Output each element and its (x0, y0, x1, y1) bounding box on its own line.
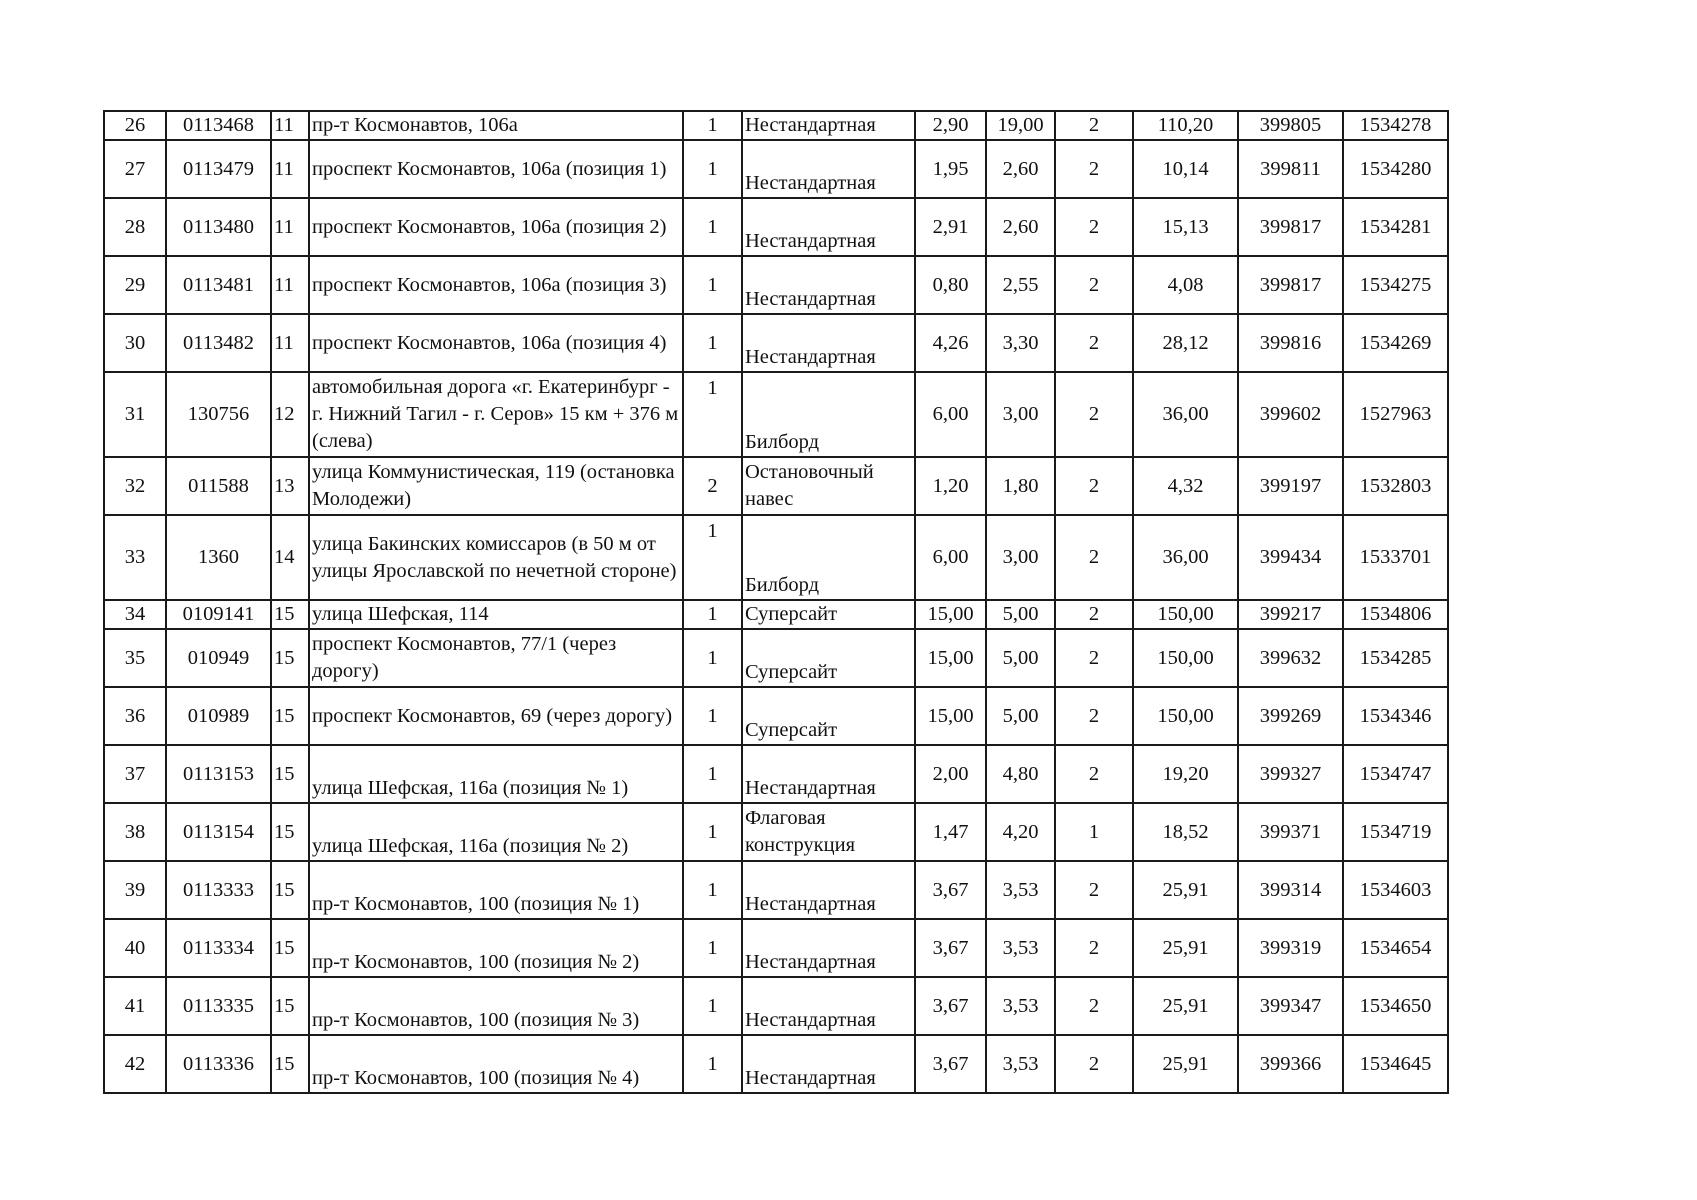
table-row (104, 803, 1448, 861)
address-cell: пр-т Космонавтов, 100 (позиция № 4) (309, 1035, 683, 1093)
coord-x: 399371 (1238, 803, 1343, 861)
structure-type: Билборд (742, 372, 915, 457)
coord-y: 1534278 (1343, 111, 1448, 140)
zone-number: 15 (271, 629, 309, 687)
area-value: 19,20 (1133, 745, 1238, 803)
height-value: 5,00 (986, 629, 1055, 687)
sides-count: 1 (683, 600, 742, 629)
sides-count: 1 (683, 111, 742, 140)
height-value: 2,60 (986, 198, 1055, 256)
faces-count: 2 (1055, 314, 1133, 372)
sides-count: 1 (683, 198, 742, 256)
coord-y: 1534806 (1343, 600, 1448, 629)
width-value: 0,80 (915, 256, 986, 314)
structure-code: 0113336 (166, 1035, 271, 1093)
sides-count: 1 (683, 861, 742, 919)
address-cell: проспект Космонавтов, 77/1 (через дорогу) (309, 629, 683, 687)
structure-type: Нестандартная (742, 1035, 915, 1093)
address-cell: проспект Космонавтов, 106а (позиция 4) (309, 314, 683, 372)
sides-count: 1 (683, 687, 742, 745)
width-value: 3,67 (915, 1035, 986, 1093)
faces-count: 2 (1055, 919, 1133, 977)
faces-count: 2 (1055, 372, 1133, 457)
coord-x: 399805 (1238, 111, 1343, 140)
structure-code: 1360 (166, 515, 271, 600)
table-row (104, 1035, 1448, 1093)
faces-count: 2 (1055, 1035, 1133, 1093)
row-number: 36 (104, 687, 166, 745)
width-value: 1,20 (915, 457, 986, 515)
zone-number: 15 (271, 977, 309, 1035)
row-number: 39 (104, 861, 166, 919)
zone-number: 12 (271, 372, 309, 457)
table-row (104, 600, 1448, 629)
area-value: 25,91 (1133, 977, 1238, 1035)
height-value: 3,53 (986, 919, 1055, 977)
width-value: 1,95 (915, 140, 986, 198)
row-number: 34 (104, 600, 166, 629)
structure-code: 0113154 (166, 803, 271, 861)
height-value: 3,30 (986, 314, 1055, 372)
faces-count: 2 (1055, 977, 1133, 1035)
faces-count: 2 (1055, 515, 1133, 600)
sides-count: 1 (683, 745, 742, 803)
structure-code: 0113481 (166, 256, 271, 314)
faces-count: 2 (1055, 687, 1133, 745)
sides-count: 1 (683, 372, 742, 457)
structure-type: Суперсайт (742, 687, 915, 745)
width-value: 3,67 (915, 919, 986, 977)
zone-number: 15 (271, 919, 309, 977)
structure-type: Флаговая конструкция (742, 803, 915, 861)
structure-code: 0113480 (166, 198, 271, 256)
table-row (104, 977, 1448, 1035)
sides-count: 1 (683, 515, 742, 600)
coord-y: 1534654 (1343, 919, 1448, 977)
faces-count: 2 (1055, 198, 1133, 256)
area-value: 25,91 (1133, 919, 1238, 977)
coord-y: 1527963 (1343, 372, 1448, 457)
row-number: 26 (104, 111, 166, 140)
width-value: 6,00 (915, 372, 986, 457)
area-value: 18,52 (1133, 803, 1238, 861)
address-cell: проспект Космонавтов, 106а (позиция 1) (309, 140, 683, 198)
structure-code: 010949 (166, 629, 271, 687)
height-value: 3,00 (986, 515, 1055, 600)
faces-count: 2 (1055, 111, 1133, 140)
width-value: 4,26 (915, 314, 986, 372)
address-cell: пр-т Космонавтов, 100 (позиция № 3) (309, 977, 683, 1035)
address-cell: проспект Космонавтов, 106а (позиция 2) (309, 198, 683, 256)
table-row (104, 314, 1448, 372)
sides-count: 1 (683, 1035, 742, 1093)
zone-number: 15 (271, 1035, 309, 1093)
faces-count: 2 (1055, 140, 1133, 198)
table-row (104, 111, 1448, 140)
table-row (104, 745, 1448, 803)
table-row (104, 687, 1448, 745)
coord-y: 1534645 (1343, 1035, 1448, 1093)
area-value: 36,00 (1133, 515, 1238, 600)
coord-x: 399816 (1238, 314, 1343, 372)
coord-x: 399434 (1238, 515, 1343, 600)
structure-code: 0113153 (166, 745, 271, 803)
coord-y: 1534280 (1343, 140, 1448, 198)
structure-code: 0113468 (166, 111, 271, 140)
table-row (104, 457, 1448, 515)
sides-count: 1 (683, 629, 742, 687)
height-value: 4,80 (986, 745, 1055, 803)
row-number: 30 (104, 314, 166, 372)
sides-count: 1 (683, 977, 742, 1035)
area-value: 110,20 (1133, 111, 1238, 140)
coord-y: 1534650 (1343, 977, 1448, 1035)
row-number: 35 (104, 629, 166, 687)
structure-type: Нестандартная (742, 198, 915, 256)
coord-x: 399269 (1238, 687, 1343, 745)
row-number: 42 (104, 1035, 166, 1093)
zone-number: 11 (271, 314, 309, 372)
coord-x: 399314 (1238, 861, 1343, 919)
width-value: 2,91 (915, 198, 986, 256)
row-number: 31 (104, 372, 166, 457)
coord-x: 399197 (1238, 457, 1343, 515)
zone-number: 13 (271, 457, 309, 515)
sides-count: 1 (683, 803, 742, 861)
row-number: 38 (104, 803, 166, 861)
sides-count: 1 (683, 256, 742, 314)
sides-count: 1 (683, 314, 742, 372)
height-value: 4,20 (986, 803, 1055, 861)
address-cell: пр-т Космонавтов, 106а (309, 111, 683, 140)
zone-number: 14 (271, 515, 309, 600)
height-value: 5,00 (986, 600, 1055, 629)
table-row (104, 140, 1448, 198)
zone-number: 15 (271, 745, 309, 803)
coord-y: 1534285 (1343, 629, 1448, 687)
height-value: 3,53 (986, 977, 1055, 1035)
width-value: 15,00 (915, 600, 986, 629)
area-value: 150,00 (1133, 600, 1238, 629)
coord-y: 1534747 (1343, 745, 1448, 803)
coord-y: 1534719 (1343, 803, 1448, 861)
row-number: 27 (104, 140, 166, 198)
sides-count: 1 (683, 919, 742, 977)
structure-code: 010989 (166, 687, 271, 745)
coord-y: 1534275 (1343, 256, 1448, 314)
height-value: 5,00 (986, 687, 1055, 745)
height-value: 1,80 (986, 457, 1055, 515)
structure-code: 130756 (166, 372, 271, 457)
height-value: 2,60 (986, 140, 1055, 198)
row-number: 37 (104, 745, 166, 803)
width-value: 15,00 (915, 629, 986, 687)
structure-type: Остановочный навес (742, 457, 915, 515)
coord-x: 399811 (1238, 140, 1343, 198)
coord-y: 1534603 (1343, 861, 1448, 919)
table-row (104, 919, 1448, 977)
zone-number: 15 (271, 600, 309, 629)
address-cell: улица Шефская, 116а (позиция № 2) (309, 803, 683, 861)
faces-count: 2 (1055, 600, 1133, 629)
advertising-structures-table (103, 110, 1449, 1094)
structure-type: Нестандартная (742, 256, 915, 314)
coord-x: 399817 (1238, 256, 1343, 314)
width-value: 2,90 (915, 111, 986, 140)
zone-number: 11 (271, 140, 309, 198)
area-value: 150,00 (1133, 629, 1238, 687)
height-value: 3,53 (986, 1035, 1055, 1093)
zone-number: 11 (271, 256, 309, 314)
area-value: 36,00 (1133, 372, 1238, 457)
height-value: 2,55 (986, 256, 1055, 314)
table-row (104, 515, 1448, 600)
table-row (104, 629, 1448, 687)
table-row (104, 256, 1448, 314)
coord-y: 1534281 (1343, 198, 1448, 256)
structure-type: Нестандартная (742, 919, 915, 977)
faces-count: 1 (1055, 803, 1133, 861)
structure-code: 0113482 (166, 314, 271, 372)
structure-type: Нестандартная (742, 861, 915, 919)
area-value: 4,32 (1133, 457, 1238, 515)
address-cell: пр-т Космонавтов, 100 (позиция № 1) (309, 861, 683, 919)
width-value: 3,67 (915, 861, 986, 919)
area-value: 25,91 (1133, 1035, 1238, 1093)
area-value: 15,13 (1133, 198, 1238, 256)
structure-code: 011588 (166, 457, 271, 515)
row-number: 32 (104, 457, 166, 515)
table-row (104, 198, 1448, 256)
faces-count: 2 (1055, 629, 1133, 687)
coord-y: 1533701 (1343, 515, 1448, 600)
coord-y: 1532803 (1343, 457, 1448, 515)
address-cell: улица Шефская, 116а (позиция № 1) (309, 745, 683, 803)
structure-code: 0109141 (166, 600, 271, 629)
coord-x: 399366 (1238, 1035, 1343, 1093)
row-number: 28 (104, 198, 166, 256)
sides-count: 2 (683, 457, 742, 515)
table-row (104, 372, 1448, 457)
zone-number: 11 (271, 111, 309, 140)
coord-x: 399347 (1238, 977, 1343, 1035)
structure-type: Нестандартная (742, 314, 915, 372)
width-value: 3,67 (915, 977, 986, 1035)
structure-type: Нестандартная (742, 977, 915, 1035)
coord-x: 399632 (1238, 629, 1343, 687)
width-value: 2,00 (915, 745, 986, 803)
area-value: 25,91 (1133, 861, 1238, 919)
structure-type: Суперсайт (742, 600, 915, 629)
faces-count: 2 (1055, 745, 1133, 803)
address-cell: проспект Космонавтов, 69 (через дорогу) (309, 687, 683, 745)
coord-y: 1534269 (1343, 314, 1448, 372)
coord-x: 399217 (1238, 600, 1343, 629)
row-number: 41 (104, 977, 166, 1035)
area-value: 28,12 (1133, 314, 1238, 372)
structure-type: Билборд (742, 515, 915, 600)
row-number: 29 (104, 256, 166, 314)
address-cell: проспект Космонавтов, 106а (позиция 3) (309, 256, 683, 314)
structure-type: Нестандартная (742, 140, 915, 198)
faces-count: 2 (1055, 861, 1133, 919)
row-number: 33 (104, 515, 166, 600)
zone-number: 15 (271, 687, 309, 745)
height-value: 3,53 (986, 861, 1055, 919)
faces-count: 2 (1055, 256, 1133, 314)
structure-code: 0113335 (166, 977, 271, 1035)
zone-number: 11 (271, 198, 309, 256)
coord-x: 399327 (1238, 745, 1343, 803)
width-value: 15,00 (915, 687, 986, 745)
structure-type: Нестандартная (742, 745, 915, 803)
structure-code: 0113479 (166, 140, 271, 198)
structure-type: Нестандартная (742, 111, 915, 140)
structure-type: Суперсайт (742, 629, 915, 687)
coord-y: 1534346 (1343, 687, 1448, 745)
zone-number: 15 (271, 803, 309, 861)
area-value: 10,14 (1133, 140, 1238, 198)
address-cell: улица Бакинских комиссаров (в 50 м от улицы Ярославской по нечетной стороне) (309, 515, 683, 600)
area-value: 4,08 (1133, 256, 1238, 314)
row-number: 40 (104, 919, 166, 977)
height-value: 3,00 (986, 372, 1055, 457)
faces-count: 2 (1055, 457, 1133, 515)
coord-x: 399817 (1238, 198, 1343, 256)
coord-x: 399319 (1238, 919, 1343, 977)
address-cell: автомобильная дорога «г. Екатеринбург - г. Нижний Тагил - г. Серов» 15 км + 376 м (слева) (309, 372, 683, 457)
area-value: 150,00 (1133, 687, 1238, 745)
structure-code: 0113334 (166, 919, 271, 977)
address-cell: улица Коммунистическая, 119 (остановка Молодежи) (309, 457, 683, 515)
height-value: 19,00 (986, 111, 1055, 140)
address-cell: улица Шефская, 114 (309, 600, 683, 629)
sides-count: 1 (683, 140, 742, 198)
width-value: 6,00 (915, 515, 986, 600)
coord-x: 399602 (1238, 372, 1343, 457)
zone-number: 15 (271, 861, 309, 919)
structure-code: 0113333 (166, 861, 271, 919)
width-value: 1,47 (915, 803, 986, 861)
table-row (104, 861, 1448, 919)
address-cell: пр-т Космонавтов, 100 (позиция № 2) (309, 919, 683, 977)
